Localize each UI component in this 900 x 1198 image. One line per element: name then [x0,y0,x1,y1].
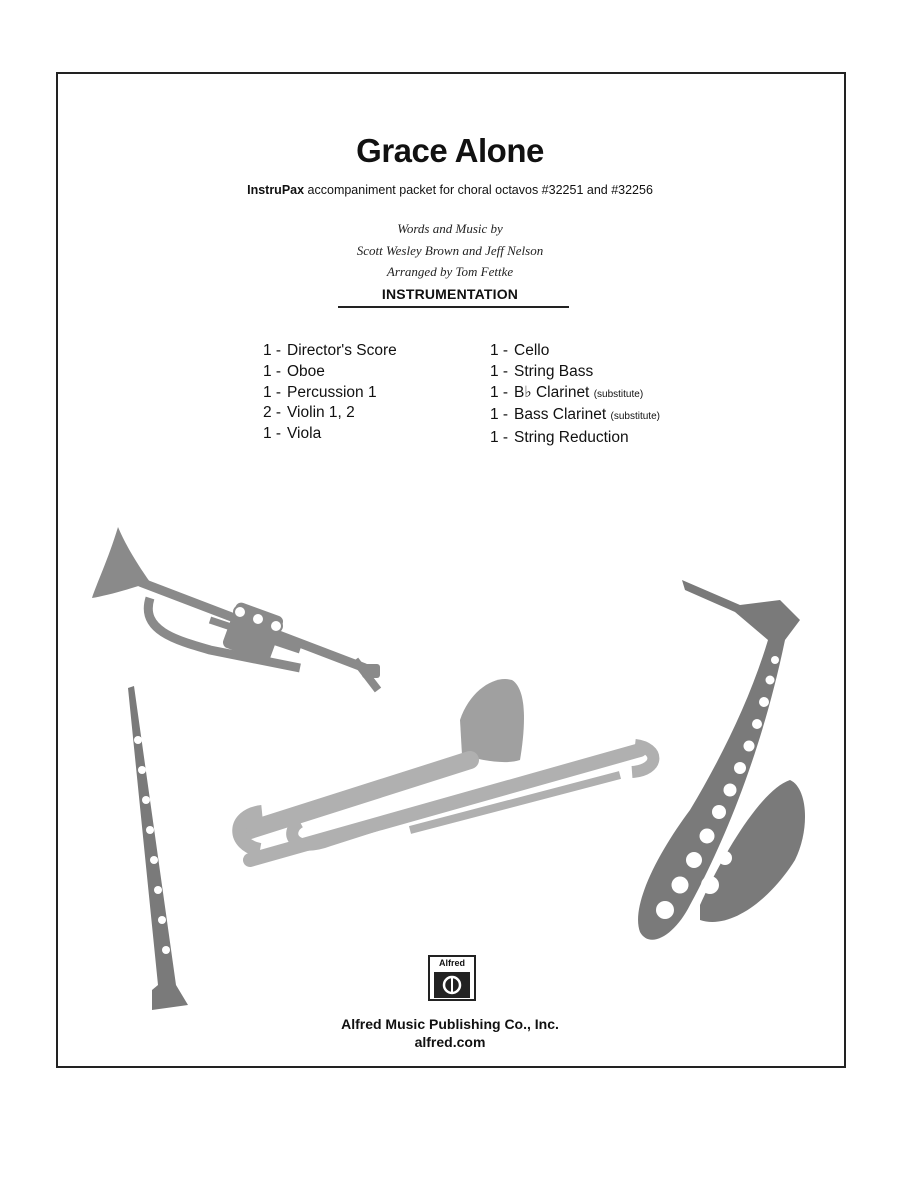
subtitle-text: accompaniment packet for choral octavos #32251 and #32256 [304,183,653,197]
list-item-qty: 1 - [490,362,509,380]
list-item-name: Violin 1, 2 [287,404,355,422]
logo-text: Alfred [438,958,465,968]
list-item-qty: 1 - [490,406,509,424]
list-item-name: Director's Score [287,342,397,359]
publisher-url: alfred.com [414,1034,486,1050]
brand-name: InstruPax [247,183,305,197]
instrumentation-heading: INSTRUMENTATION [381,286,519,302]
list-item-name: B♭ Clarinet [514,383,590,401]
saxophone-icon [638,580,805,940]
trumpet-icon [92,527,380,690]
trombone-icon [239,679,653,860]
list-item-name: Percussion 1 [287,383,377,401]
credit-arranger: Arranged by Tom Fettke [386,264,514,279]
list-item-name: Cello [514,342,550,359]
publisher-name: Alfred Music Publishing Co., Inc. [341,1016,559,1032]
list-item-qty: 1 - [490,342,509,359]
list-item-name: Bass Clarinet [514,406,607,424]
credit-words-music: Words and Music by [397,221,503,236]
list-item-qty: 2 - [263,404,282,422]
list-item-note: (substitute) [593,388,644,400]
list-item-name: Viola [287,425,322,443]
list-item-note: (substitute) [610,411,660,423]
credit-composers: Scott Wesley Brown and Jeff Nelson [356,243,544,258]
list-item-name: String Reduction [514,429,629,447]
alfred-logo [428,955,476,1001]
list-item-name: Oboe [287,362,325,380]
list-item-qty: 1 - [263,425,282,443]
list-item-qty: 1 - [263,383,282,401]
list-item-name: String Bass [514,362,594,380]
clarinet-icon [128,686,188,1010]
list-item-qty: 1 - [490,383,509,401]
page-title: Grace Alone [356,132,544,169]
list-item-qty: 1 - [490,429,509,447]
logo-emblem-icon [430,970,474,1000]
list-item-qty: 1 - [263,362,282,380]
list-item-qty: 1 - [263,342,282,359]
